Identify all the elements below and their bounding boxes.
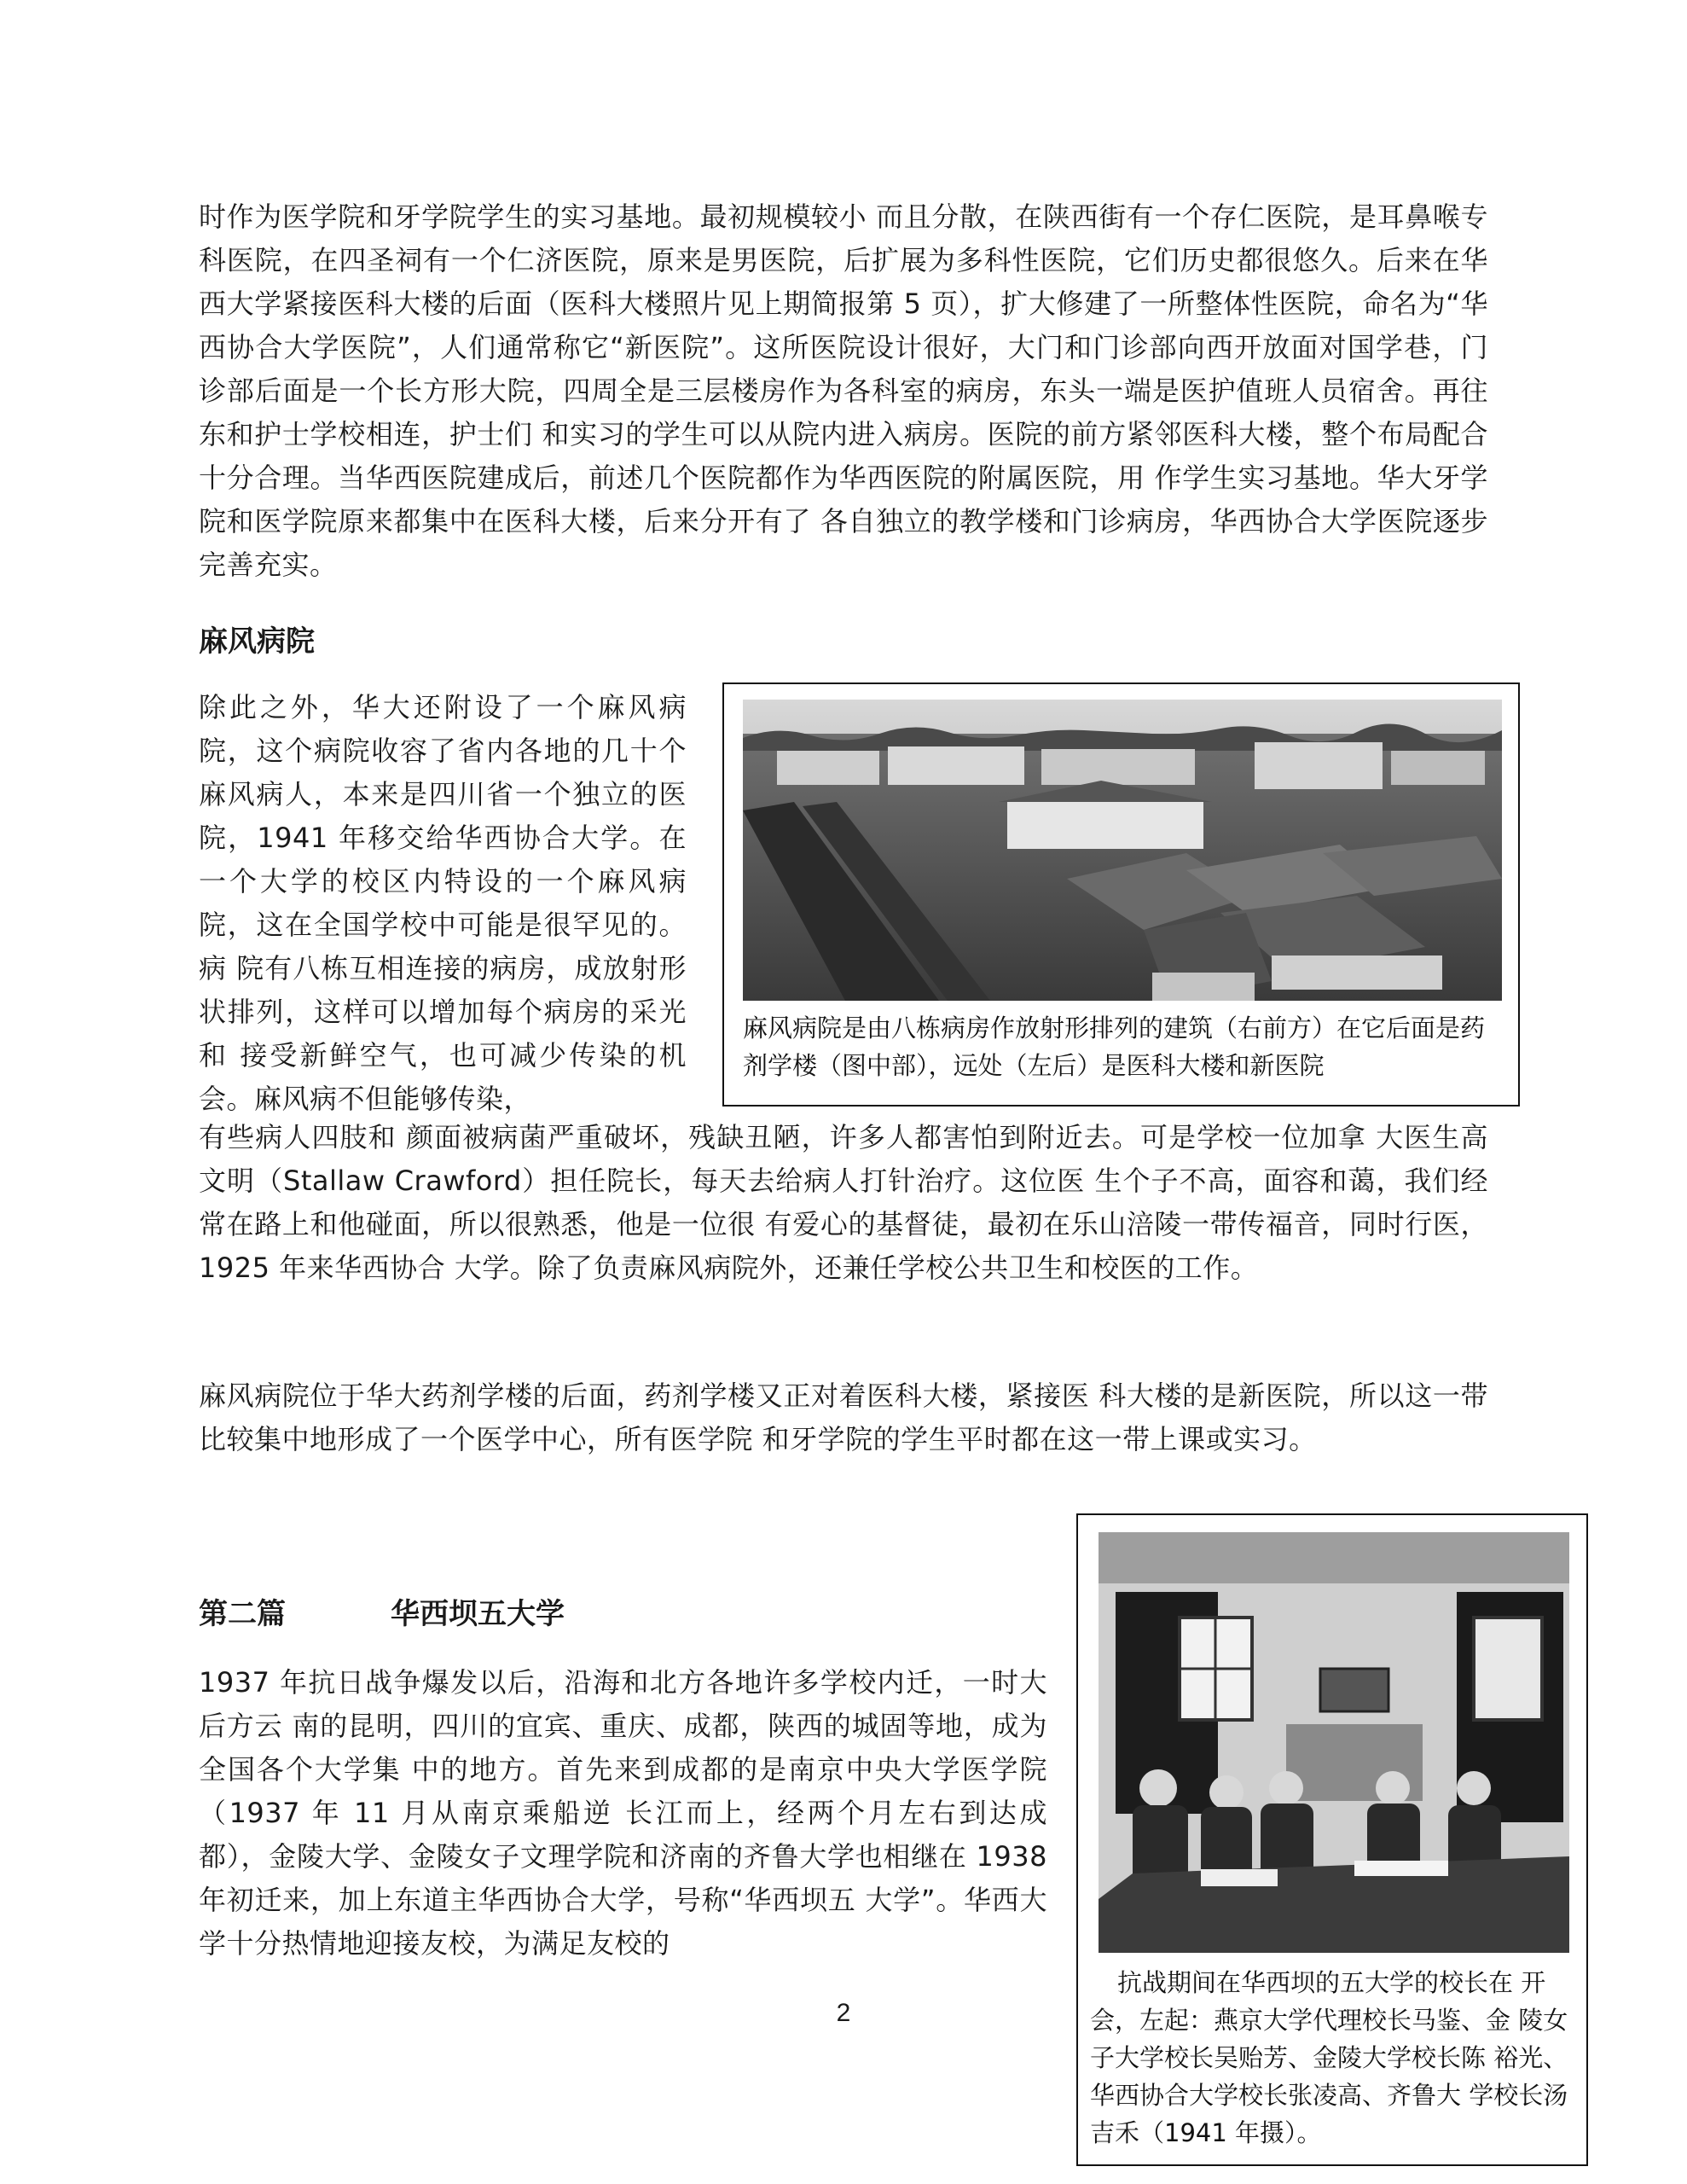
leprosy-paragraph-narrow: 除此之外，华大还附设了一个麻风病院，这个病院收容了省内各地的几十个麻风病人，本来是四川省一个独立的医院，1941 年移交给华西协合大学。在 一个大学的校区内特设的一个麻风病院，这在全国学校中可能是很罕见的。病 院有八栋互相连接的病房，成放射形状排列，这样可以增加每个病房的采光和 接受新鲜空气，也可减少传染的机会。麻风病不但能够传染，: [199, 691, 687, 1115]
leprosy-location-paragraph: 麻风病院位于华大药剂学楼的后面，药剂学楼又正对着医科大楼，紧接医 科大楼的是新医院，所以这一带比较集中地形成了一个医学中心，所有医学院 和牙学院的学生平时都在这一带上课或实习。: [199, 1380, 1488, 1455]
page-number: 2: [836, 1999, 851, 2027]
campus-aerial-image: [743, 700, 1502, 1001]
presidents-caption-first-line: 抗战期间在华西坝的五大学的校长在 开: [1117, 1968, 1546, 1997]
leprosy-figure-caption: 麻风病院是由八栋病房作放射形排列的建筑（右前方）在它后面是药剂学楼（图中部），远处（左后）是医科大楼和新医院: [743, 1014, 1486, 1080]
presidents-photo: [1099, 1532, 1569, 1953]
part-two-title: 华西坝五大学: [391, 1597, 565, 1631]
presidents-meeting-image: [1099, 1532, 1569, 1953]
leprosy-hospital-figure: [722, 682, 1520, 1107]
part-two-label: 第二篇: [199, 1597, 286, 1631]
presidents-meeting-figure: [1076, 1513, 1588, 2166]
leprosy-hospital-photo: [743, 700, 1502, 1001]
leprosy-paragraph-wide: 有些病人四肢和 颜面被病菌严重破坏，残缺丑陋，许多人都害怕到附近去。可是学校一位加拿 大医生高文明（Stallaw Crawford）担任院长，每天去给病人打针治疗。这位医 生个子不高，面容和蔼，我们经常在路上和他碰面，所以很熟悉，他是一位很 有爱心的基督徒，最初在乐山涪陵一带传福音，同时行医，1925 年来华西协合 大学。除了负责麻风病院外，还兼任学校公共卫生和校医的工作。: [199, 1121, 1488, 1284]
leprosy-hospital-heading: 麻风病院: [199, 624, 315, 659]
presidents-caption-rest: 会，左起：燕京大学代理校长马鉴、金 陵女子大学校长吴贻芳、金陵大学校长陈 裕光、华西协合大学校长张凌高、齐鲁大 学校长汤吉禾（1941 年摄）。: [1090, 2006, 1568, 2147]
intro-paragraph: 时作为医学院和牙学院学生的实习基地。最初规模较小 而且分散，在陕西街有一个存仁医院，是耳鼻喉专科医院，在四圣祠有一个仁济医院，原来是男医院，后扩展为多科性医院，它们历史都很悠久。后来在华西大学紧接医科大楼的后面（医科大楼照片见上期简报第 5 页），扩大修建了一所整体性医院，命名为“华西协合大学医院”，人们通常称它“新医院”。这所医院设计很好，大门和门诊部向西开放面对国学巷，门诊部后面是一个长方形大院，四周全是三层楼房作为各科室的病房，东头一端是医护值班人员宿舍。再往东和护士学校相连，护士们 和实习的学生可以从院内进入病房。医院的前方紧邻医科大楼，整个布局配合 十分合理。当华西医院建成后，前述几个医院都作为华西医院的附属医院，用 作学生实习基地。华大牙学院和医学院原来都集中在医科大楼，后来分开有了 各自独立的教学楼和门诊病房，华西协合大学医院逐步完善充实。: [199, 200, 1488, 581]
five-universities-paragraph: 1937 年抗日战争爆发以后，沿海和北方各地许多学校内迁，一时大后方云 南的昆明，四川的宜宾、重庆、成都，陕西的城固等地，成为全国各个大学集 中的地方。首先来到成都的是南京中央大学医学院（1937 年 11 月从南京乘船逆 长江而上，经两个月左右到达成都），金陵大学、金陵女子文理学院和济南的齐鲁大学也相继在 1938 年初迁来，加上东道主华西协合大学，号称“华西坝五 大学”。华西大学十分热情地迎接友校，为满足友校的: [199, 1666, 1047, 1960]
